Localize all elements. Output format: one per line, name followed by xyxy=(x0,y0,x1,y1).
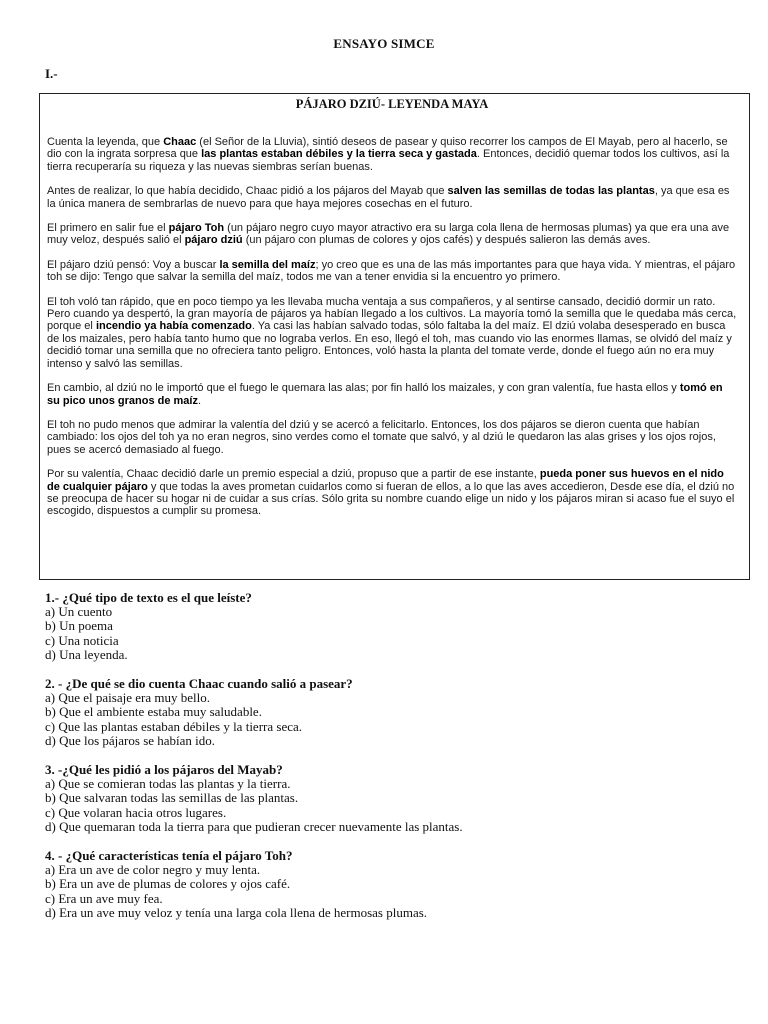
text-run: El toh voló tan rápido, que en poco tiempo ya les llevaba mucha ventaja a sus compañeros, y al sentirse cansado, decidió dormir un rato. Pero cuando ya despertó, la gran mayoría de pájaros ya habían llegado a los cultivos. La mayoría tomó la semilla que le quedaba más cerca, porque el xyxy=(47,295,737,333)
text-run: Por su valentía, Chaac decidió darle un premio especial a dziú, propuso que a partir de ese instante, xyxy=(47,468,540,481)
text-run: . xyxy=(197,394,202,407)
reading-title: PÁJARO DZIÚ- LEYENDA MAYA xyxy=(295,97,489,111)
answer-option: a) Que el paisaje era muy bello. xyxy=(45,690,210,706)
bold-text: pájaro Toh xyxy=(168,222,225,235)
document-title: ENSAYO SIMCE xyxy=(333,36,435,51)
text-run: . Entonces, decidió quemar todos los cultivos, así la tierra recuperaría su riqueza y las nuevas siembras serían buenas. xyxy=(47,148,730,173)
question-title: 3. -¿Qué les pidió a los pájaros del Mayab? xyxy=(45,762,283,778)
question-block xyxy=(45,591,745,662)
answer-option: c) Una noticia xyxy=(45,632,119,648)
question-title: 1.- ¿Qué tipo de texto es el que leíste? xyxy=(45,590,252,605)
text-run: y que todas la aves prometan cuidarlos como si fueran de ellos, a lo que las aves accedieron, Desde ese día, el dziú no se preocupa de hacer su hogar ni de cuidar a sus crías. Sólo grita su nombre cuando elige un nido y los pájaros miran si acaso fue el suyo el escogido, dispuestos a cumplir su promesa. xyxy=(47,480,735,518)
bold-text: pájaro dziú xyxy=(184,234,243,247)
reading-paragraph xyxy=(47,296,737,370)
bold-text: las plantas estaban débiles y la tierra seca y gastada xyxy=(201,148,477,161)
text-run: El primero en salir fue el xyxy=(47,222,169,235)
answer-option: b) Que el ambiente estaba muy saludable. xyxy=(45,704,262,720)
question-title: 4. - ¿Qué características tenía el pájaro Toh? xyxy=(45,848,293,864)
bold-text: salven las semillas de todas las plantas xyxy=(447,185,655,198)
bold-text: Chaac xyxy=(163,136,197,148)
bold-text: tomó en su pico unos granos de maíz xyxy=(47,382,723,407)
reading-paragraph xyxy=(47,259,737,284)
questions-section xyxy=(45,591,745,935)
answer-option: a) Que se comieran todas las plantas y la tierra. xyxy=(45,776,291,792)
answer-option: d) Una leyenda. xyxy=(45,646,128,662)
text-run: , ya que esa es la única manera de sembrarlas de nuevo para que haya mejores cosechas en el futuro. xyxy=(47,185,730,210)
reading-paragraph xyxy=(47,468,737,518)
reading-text xyxy=(47,136,737,518)
text-run: El toh no pudo menos que admirar la valentía del dziú y se acercó a felicitarlo. Entonces, los dos pájaros se dieron cuenta que habían cambiado: los ojos del toh ya no eran negros, sino verdes como el tomate que salvó, y al dziú le quedaron las alas grises y los ojos rojos, pues se acercó demasiado al fuego. xyxy=(47,418,716,456)
text-run: Cuenta la leyenda, que xyxy=(47,136,164,148)
bold-text: pueda poner sus huevos en el nido de cualquier pájaro xyxy=(47,468,724,493)
reading-box xyxy=(39,93,750,580)
question-block xyxy=(45,763,745,834)
question-block xyxy=(45,849,745,920)
text-run: Antes de realizar, lo que había decidido, Chaac pidió a los pájaros del Mayab que xyxy=(47,185,448,198)
text-run: ; yo creo que es una de las más importantes para que haya vida. Y mientras, el pájaro toh se dijo: Tengo que salvar la semilla del maíz, todos me van a tener envidia si la encuentro yo primero. xyxy=(47,258,736,284)
bold-text: la semilla del maíz xyxy=(219,258,316,271)
text-run: En cambio, al dziú no le importó que el fuego le quemara las alas; por fin halló los maizales, y con gran valentía, fue hasta ellos y xyxy=(47,382,680,395)
reading-paragraph xyxy=(47,382,737,407)
bold-text: incendio ya había comenzado xyxy=(95,320,252,333)
answer-option: c) Que volaran hacia otros lugares. xyxy=(45,804,227,820)
answer-option: c) Que las plantas estaban débiles y la tierra seca. xyxy=(45,718,302,734)
text-run: (el Señor de la Lluvia), sintió deseos de pasear y quiso recorrer los campos de El Mayab, pero al hacerlo, se dio con la ingrata sorpresa que xyxy=(47,136,728,161)
reading-paragraph xyxy=(47,185,737,210)
question-title: 2. - ¿De qué se dio cuenta Chaac cuando salió a pasear? xyxy=(45,676,353,692)
reading-paragraph xyxy=(47,136,737,173)
answer-option: b) Un poema xyxy=(45,618,113,634)
answer-option: b) Era un ave de plumas de colores y ojos café. xyxy=(45,876,291,892)
section-number: I.- xyxy=(45,66,58,81)
answer-option: d) Que los pájaros se habían ido. xyxy=(45,732,216,748)
text-run: (un pájaro negro cuyo mayor atractivo era su larga cola llena de hermosas plumas) ya que era una ave muy veloz, después salió el xyxy=(47,222,730,247)
reading-paragraph xyxy=(47,222,737,247)
answer-option: a) Era un ave de color negro y muy lenta. xyxy=(45,862,261,878)
text-run: El pájaro dziú pensó: Voy a buscar xyxy=(47,258,220,271)
answer-option: a) Un cuento xyxy=(45,604,113,620)
answer-option: c) Era un ave muy fea. xyxy=(45,890,163,906)
reading-paragraph xyxy=(47,419,737,456)
answer-option: d) Era un ave muy veloz y tenía una larga cola llena de hermosas plumas. xyxy=(45,904,428,920)
text-run: . Ya casi las habían salvado todas, sólo faltaba la del maíz. El dziú volaba desesperado en busca de los maizales, pero había tanto humo que no lograba verlos. En eso, llegó el toh, mas cuando vio las enormes llamas, se olvidó del maíz y decidió tomar una semilla que no ofreciera tanto peligro. Entonces, voló hasta la planta del tomate verde, donde el fuego aún no era muy intenso y salvó las semillas. xyxy=(47,320,732,370)
answer-option: d) Que quemaran toda la tierra para que pudieran crecer nuevamente las plantas. xyxy=(45,818,463,834)
question-block xyxy=(45,677,745,748)
answer-option: b) Que salvaran todas las semillas de las plantas. xyxy=(45,790,299,806)
text-run: (un pájaro con plumas de colores y ojos cafés) y después salieron las demás aves. xyxy=(242,234,651,247)
